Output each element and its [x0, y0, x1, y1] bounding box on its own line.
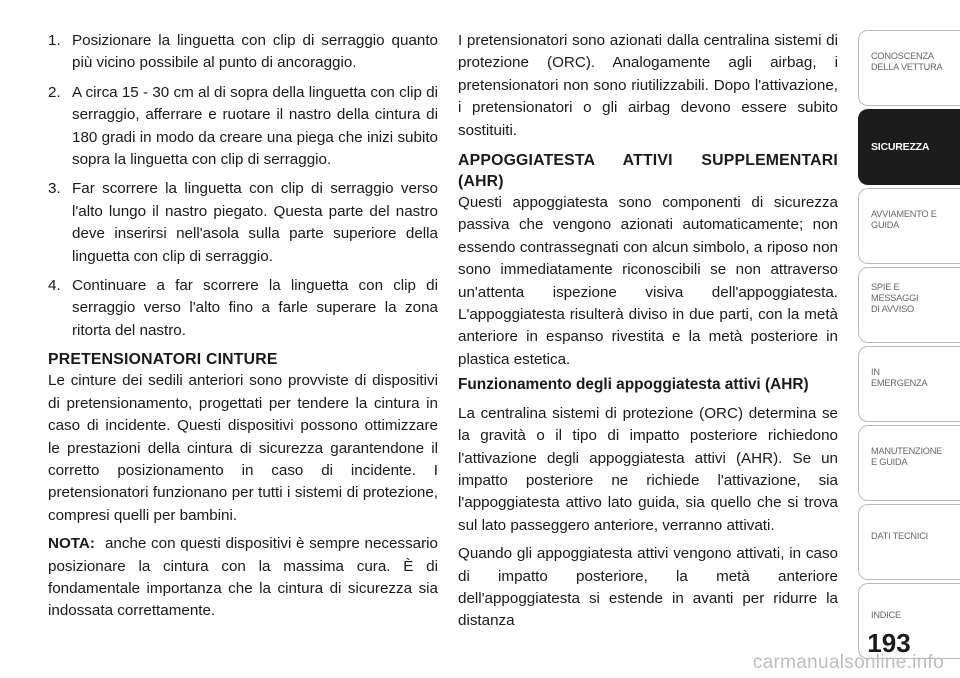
note-label: NOTA: — [48, 535, 95, 553]
list-text: Continuare a far scorrere la linguetta con clip di serraggio verso l'alto fino a farle superare la zona ritorta del nastro. — [72, 277, 438, 339]
tab-label: GUIDA — [871, 220, 900, 230]
tab-label: INDICE — [871, 610, 901, 620]
tab-label: MESSAGGI — [871, 293, 919, 303]
intro-paragraph: I pretensionatori sono azionati dalla centralina sistemi di protezione (ORC). Analogamente agli airbag, i pretensionatori non sono riutilizzabili. Dopo l'attivazione, i pretensionatori o gli airbag devono essere subito sostituiti. — [458, 32, 838, 139]
list-text: Far scorrere la linguetta con clip di serraggio verso l'alto lungo il nastro piegato. Questa parte del nastro deve inserirsi nell'asola sulla parte superiore della linguetta con clip di serraggio. — [72, 180, 438, 265]
tab-label: SPIE E — [871, 282, 900, 292]
watermark: carmanualsonline.info — [752, 652, 944, 673]
tab-label: DATI TECNICI — [871, 531, 928, 541]
list-number: 1. — [48, 32, 61, 49]
list-item — [48, 82, 438, 172]
tab-dati-tecnici[interactable] — [858, 504, 960, 580]
tab-label: CONOSCENZA — [871, 51, 934, 61]
tab-conoscenza[interactable] — [858, 30, 960, 106]
section-body-ahr: Questi appoggiatesta sono componenti di sicurezza passiva che vengono azionati automaticamente; non essendo contrassegnati con alcun simbolo, a riposo non sono immediatamente riconoscibili se non attraverso un'attenta ispezione visiva dell'appoggiatesta. L'appoggiatesta risulterà diviso in due parti, con la metà anteriore in espanso rivestita e la metà posteriore in plastica estetica. — [458, 194, 838, 368]
paragraph-activation: Quando gli appoggiatesta attivi vengono attivati, in caso di impatto posteriore, la metà anteriore dell'appoggiatesta si estende in avanti per ridurre la distanza — [458, 545, 838, 630]
tab-avviamento[interactable] — [858, 188, 960, 264]
tab-label: DI AVVISO — [871, 304, 914, 314]
left-column — [48, 30, 438, 623]
tab-emergenza[interactable] — [858, 346, 960, 422]
tab-spie[interactable] — [858, 267, 960, 343]
list-text: A circa 15 - 30 cm al di sopra della linguetta con clip di serraggio, afferrare e ruotare il nastro della cintura di 180 gradi in modo da creare una piega che inizi subito sopra la linguetta con clip di serraggio. — [72, 83, 438, 169]
page-number: 193 — [867, 628, 911, 658]
tab-label: IN — [871, 367, 880, 377]
tab-label: EMERGENZA — [871, 378, 928, 388]
subsection-title: Funzionamento degli appoggiatesta attivi (AHR) — [458, 376, 809, 394]
list-item — [48, 30, 438, 75]
list-item — [48, 178, 438, 268]
tab-label: DELLA VETTURA — [871, 62, 943, 72]
list-number: 2. — [48, 83, 61, 101]
section-body-pretensionatori: Le cinture dei sedili anteriori sono provviste di dispositivi di pretensionamento, progettati per tendere la cintura in caso di incidente. Questi dispositivi possono ottimizzare le prestazioni della cintura di sicurezza garantendone il corretto posizionamento in caso di incidente. I pretensionatori funzionano per tutti i sistemi di protezione, compresi quelli per bambini. — [48, 372, 438, 524]
right-column — [458, 30, 838, 633]
tab-label: SICUREZZA — [871, 140, 930, 153]
tab-label: AVVIAMENTO E — [871, 209, 937, 219]
note — [48, 533, 438, 623]
tab-sicurezza[interactable] — [858, 109, 960, 185]
list-item — [48, 275, 438, 342]
list-text: Posizionare la linguetta con clip di serraggio quanto più vicino possibile al punto di ancoraggio. — [72, 32, 438, 72]
paragraph-orc: La centralina sistemi di protezione (ORC) determina se la gravità o il tipo di impatto posteriore richiedono l'attivazione degli appoggiatesta attivi (AHR). Se un impatto posteriore ne richiede l'attivazione, sia l'appoggiatesta attivo lato guida, sia quello che si trova sul lato passeggero anteriore, verranno attivati. — [458, 404, 838, 534]
note-text: anche con questi dispositivi è sempre necessario posizionare la cintura con la massima cura. È di fondamentale importanza che la cintura di sicurezza sia indossata correttamente. — [48, 535, 438, 620]
list-number: 4. — [48, 277, 61, 295]
tab-manutenzione[interactable] — [858, 425, 960, 501]
tab-label: MANUTENZIONE — [871, 446, 943, 456]
section-title-pretensionatori: PRETENSIONATORI CINTURE — [48, 351, 278, 369]
list-number: 3. — [48, 180, 61, 198]
tab-label: E GUIDA — [871, 457, 908, 467]
section-title-ahr: APPOGGIATESTA ATTIVI SUPPLEMENTARI (AHR) — [458, 152, 838, 191]
chapter-tabs — [858, 30, 960, 662]
